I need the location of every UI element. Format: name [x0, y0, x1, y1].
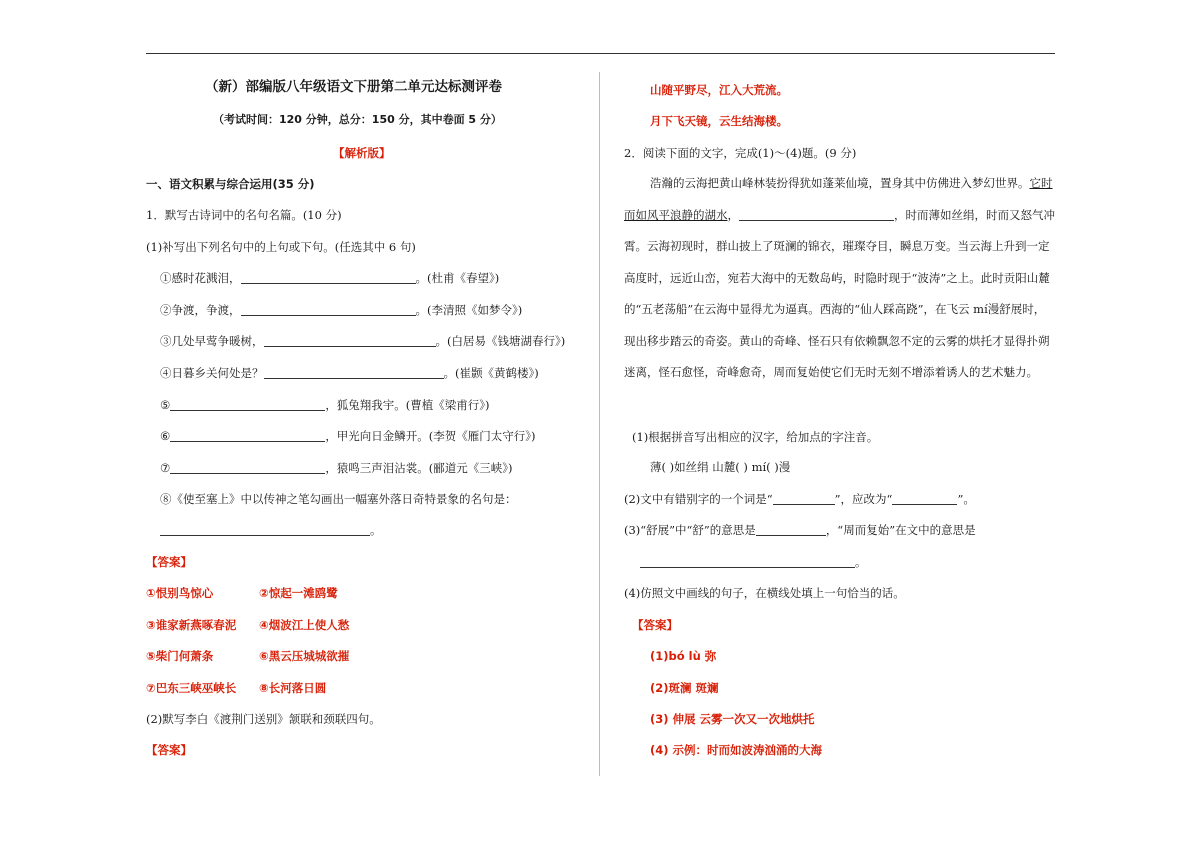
answer-item: ⑤柴门何萧条 [146, 649, 214, 663]
fill-item-prefix: ⑤ [160, 398, 171, 412]
answer-blank[interactable] [241, 303, 416, 316]
answer-blank[interactable] [773, 492, 835, 505]
answer-item: ④烟波江上使人愁 [259, 618, 350, 632]
sub-question-1: (1)根据拼音写出相应的汉字，给加点的字注音。 [632, 430, 879, 444]
answer-blank[interactable] [160, 523, 370, 536]
fill-item-7 [160, 460, 513, 476]
fill-item-8-line [160, 522, 382, 538]
answer-line: 山随平野尽，江入大荒流。 [650, 83, 788, 97]
fill-item-prefix: ②争渡，争渡， [160, 303, 241, 317]
question-text: ，“周而复始”在文中的意思是 [825, 523, 976, 537]
answer-blank[interactable] [892, 492, 957, 505]
fill-item-source: 。(崔颢《黄鹤楼》) [443, 366, 539, 380]
top-rule [146, 53, 1055, 54]
answer-item: ②惊起一滩鸥鹭 [259, 586, 338, 600]
passage-text: ， [727, 207, 739, 222]
exam-info: （考试时间：120 分钟，总分：150 分，其中卷面 5 分） [213, 113, 502, 126]
version-label: 【解析版】 [333, 146, 391, 160]
answer-item: ⑥黑云压城城欲摧 [259, 649, 350, 663]
sub-question-3 [624, 522, 976, 538]
pinyin-items: 薄( )如丝绢 山麓( ) mí( )漫 [650, 460, 791, 474]
answer-label: 【答案】 [632, 618, 678, 632]
underlined-sentence: 它时而如风平浪静的湖水 [624, 176, 1053, 222]
fill-item-3 [160, 333, 565, 349]
fill-item-source: ，狐兔翔我宇。(曹植《梁甫行》) [325, 398, 490, 412]
question-text: ”。 [957, 492, 975, 506]
page-title: （新）部编版八年级语文下册第二单元达标测评卷 [205, 79, 502, 95]
question-text: (3)“舒展”中“舒”的意思是 [624, 523, 756, 537]
answer-item: (3) 伸展 云雾一次又一次地烘托 [650, 712, 815, 726]
answer-blank[interactable] [756, 523, 826, 536]
answer-label: 【答案】 [146, 555, 192, 569]
fill-item-6 [160, 428, 536, 444]
answer-item: (1)bó lù 弥 [650, 649, 717, 663]
fill-item-end: 。 [370, 523, 382, 537]
sub-question-3-line [640, 554, 867, 570]
fill-item-1 [160, 270, 499, 286]
answer-blank[interactable] [170, 429, 325, 442]
answer-blank[interactable] [170, 398, 325, 411]
column-divider [599, 72, 600, 776]
answer-item: (2)斑澜 斑斓 [650, 681, 719, 695]
fill-item-source: 。(李清照《如梦令》) [415, 303, 523, 317]
answer-line: 月下飞天镜，云生结海楼。 [650, 114, 788, 128]
sub-question-2 [624, 491, 975, 507]
passage-text: ，时而薄如丝绢，时而又怒气冲霄。云海初现时，群山披上了斑澜的锦衣，璀璨夺目，瞬息万变。当云海上升到一定高度时，远近山峦，宛若大海中的无数岛屿，时隐时现于“波涛”之上。此时贡阳山麓的“五老荡船”在云海中显得尤为逼真。西海的“仙人踩高跷”，在飞云 mí漫舒展时，现出移步踏云的奇姿。黄山的奇峰、怪石只有依赖飘忽不定的云雾的烘托才显得扑朔迷离，怪石愈怪，奇峰愈奇，周而复始使它们无时无刻不增添着诱人的艺术魅力。 [624, 207, 1055, 379]
answer-blank[interactable] [739, 208, 894, 221]
fill-item-prefix: ④日暮乡关何处是？ [160, 366, 264, 380]
question-text: 。 [855, 555, 867, 569]
question-text: ”，应改为“ [834, 492, 893, 506]
answer-item: ③谁家新燕啄春泥 [146, 618, 237, 632]
answer-label: 【答案】 [146, 743, 192, 757]
fill-item-prefix: ⑥ [160, 429, 171, 443]
fill-item-source: 。(杜甫《春望》) [415, 271, 500, 285]
question-1: 1．默写古诗词中的名句名篇。(10 分) [146, 208, 342, 222]
sub-question-4: (4)仿照文中画线的句子，在横线处填上一句恰当的话。 [624, 586, 905, 600]
reading-passage [624, 168, 1056, 389]
section-heading: 一、语文积累与综合运用(35 分) [146, 177, 315, 191]
question-text: (2)文中有错别字的一个词是“ [624, 492, 773, 506]
fill-item-prefix: ⑦ [160, 461, 171, 475]
question-1-1: (1)补写出下列名句中的上句或下句。(任选其中 6 句) [146, 240, 416, 254]
question-1-2: (2)默写李白《渡荆门送别》颔联和颈联四句。 [146, 712, 381, 726]
answer-blank[interactable] [640, 555, 855, 568]
answer-blank[interactable] [264, 334, 436, 347]
answer-item: ⑦巴东三峡巫峡长 [146, 681, 237, 695]
fill-item-prefix: ①感时花溅泪， [160, 271, 241, 285]
answer-item: ⑧长河落日圆 [259, 681, 327, 695]
answer-blank[interactable] [264, 366, 444, 379]
question-2: 2．阅读下面的文字，完成(1)～(4)题。(9 分) [624, 146, 857, 160]
fill-item-source: 。(白居易《钱塘湖春行》) [435, 334, 566, 348]
fill-item-8: ⑧《使至塞上》中以传神之笔勾画出一幅塞外落日奇特景象的名句是： [160, 492, 517, 506]
answer-blank[interactable] [241, 271, 416, 284]
answer-item: (4) 示例：时而如波涛汹涌的大海 [650, 743, 823, 757]
answer-blank[interactable] [170, 461, 325, 474]
fill-item-4 [160, 365, 539, 381]
passage-text: 浩瀚的云海把黄山峰林装扮得犹如蓬莱仙境，置身其中仿佛进入梦幻世界。 [650, 176, 1030, 190]
fill-item-5 [160, 397, 490, 413]
fill-item-prefix: ③几处早莺争暖树， [160, 334, 264, 348]
answer-item: ①恨别鸟惊心 [146, 586, 214, 600]
fill-item-source: ，甲光向日金鳞开。(李贺《雁门太守行》) [325, 429, 536, 443]
fill-item-source: ，猿鸣三声泪沾裳。(郦道元《三峡》) [325, 461, 513, 475]
fill-item-2 [160, 302, 522, 318]
